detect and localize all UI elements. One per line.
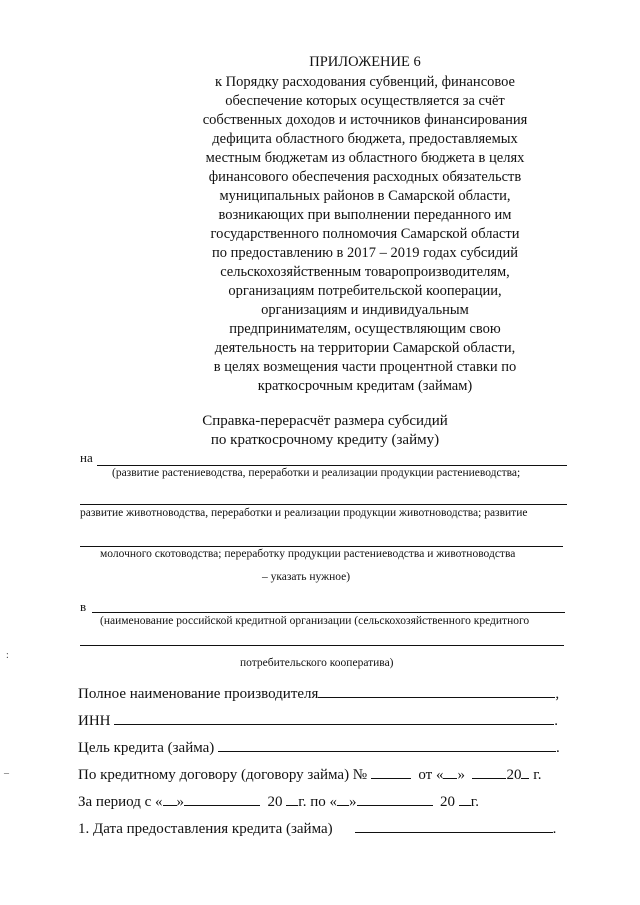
appendix-line: к Порядку расходования субвенций, финансовое	[215, 74, 515, 90]
period-from-close: »	[176, 794, 184, 810]
contract-year-suffix: г.	[533, 767, 542, 783]
v-prefix: в	[80, 599, 87, 614]
period-to-month-input[interactable]	[357, 791, 433, 806]
period-to-year-prefix: 20	[440, 794, 455, 810]
document-title	[140, 412, 510, 450]
appendix-line: предпринимателям, осуществляющим свою	[229, 321, 501, 337]
purpose-field: Цель кредита (займа) .	[78, 737, 560, 757]
v-fill-line-2[interactable]	[80, 645, 564, 646]
contract-date-open: от «	[418, 767, 444, 783]
v-hint-1: (наименование российской кредитной организации (сельскохозяйственного кредитного	[100, 615, 530, 627]
appendix-line: муниципальных районов в Самарской области,	[219, 188, 511, 204]
appendix-line: в целях возмещения части процентной ставки по	[213, 359, 517, 375]
document-title-line-2: по краткосрочному кредиту (займу)	[210, 432, 440, 448]
appendix-line: организациям потребительской кооперации,	[228, 283, 502, 299]
issue-date-label: 1. Дата предоставления кредита (займа)	[78, 821, 333, 837]
appendix-title: ПРИЛОЖЕНИЕ 6	[309, 54, 421, 70]
inn-input[interactable]	[114, 710, 554, 725]
issue-date-input[interactable]	[355, 818, 553, 833]
na-fill-line-1[interactable]	[97, 465, 567, 466]
period-to-year-suffix: г.	[470, 794, 479, 810]
na-fill-line-3[interactable]	[80, 546, 563, 547]
contract-label: По кредитному договору (договору займа) №	[78, 767, 368, 783]
period-to-close: »	[349, 794, 357, 810]
na-hint-2: развитие животноводства, переработки и реализации продукции животноводства; развитие	[80, 507, 528, 519]
appendix-description	[175, 73, 555, 396]
contract-year-input[interactable]	[521, 764, 529, 779]
period-field	[78, 791, 479, 811]
document-title-line-1: Справка-перерасчёт размера субсидий	[202, 413, 448, 429]
appendix-line: государственного полномочия Самарской области	[210, 226, 520, 242]
contract-date-close: »	[457, 767, 465, 783]
scan-margin-mark: :	[6, 650, 9, 661]
period-label: За период с «	[78, 794, 163, 810]
purpose-input[interactable]	[218, 737, 556, 752]
na-hint-1: (развитие растениеводства, переработки и реализации продукции растениеводства;	[112, 467, 521, 479]
producer-label: Полное наименование производителя	[78, 686, 319, 702]
na-hint-4: – указать нужное)	[262, 571, 351, 583]
scan-margin-dash: –	[4, 768, 9, 779]
inn-label: ИНН	[78, 713, 111, 729]
producer-field: Полное наименование производителя ,	[78, 683, 559, 703]
appendix-line: по предоставлению в 2017 – 2019 годах субсидий	[211, 245, 519, 261]
appendix-line: краткосрочным кредитам (займам)	[257, 378, 473, 394]
period-from-year-prefix: 20	[267, 794, 283, 810]
period-to-year-input[interactable]	[459, 791, 471, 806]
appendix-line: собственных доходов и источников финансирования	[202, 112, 528, 128]
appendix-line: местным бюджетам из областного бюджета в целях	[205, 150, 525, 166]
appendix-line: организациям и индивидуальным	[261, 302, 469, 318]
issue-date-field: 1. Дата предоставления кредита (займа) .	[78, 818, 556, 838]
contract-month-input[interactable]	[472, 764, 506, 779]
appendix-line: обеспечение которых осуществляется за счёт	[225, 93, 505, 109]
contract-day-input[interactable]	[443, 764, 457, 779]
appendix-line: финансового обеспечения расходных обязательств	[208, 169, 522, 185]
purpose-label: Цель кредита (займа)	[78, 740, 215, 756]
period-from-year-input[interactable]	[286, 791, 298, 806]
v-fill-line-1[interactable]	[92, 612, 565, 613]
contract-field	[78, 764, 541, 784]
na-hint-3: молочного скотоводства; переработку продукции растениеводства и животноводства	[100, 548, 516, 560]
period-to-label: г. по «	[298, 794, 337, 810]
v-hint-2: потребительского кооператива)	[240, 657, 394, 669]
period-from-month-input[interactable]	[184, 791, 260, 806]
na-fill-line-2[interactable]	[80, 504, 567, 505]
contract-number-input[interactable]	[371, 764, 411, 779]
period-to-day-input[interactable]	[337, 791, 349, 806]
appendix-line: деятельность на территории Самарской области,	[214, 340, 516, 356]
appendix-line: сельскохозяйственным товаропроизводителям,	[220, 264, 510, 280]
na-prefix: на	[80, 450, 93, 465]
contract-year-prefix: 20	[506, 767, 522, 783]
appendix-line: возникающих при выполнении переданного им	[218, 207, 512, 223]
producer-input[interactable]	[318, 683, 555, 698]
appendix-line: дефицита областного бюджета, предоставляемых	[212, 131, 518, 147]
period-from-day-input[interactable]	[163, 791, 177, 806]
inn-field: ИНН .	[78, 710, 558, 730]
